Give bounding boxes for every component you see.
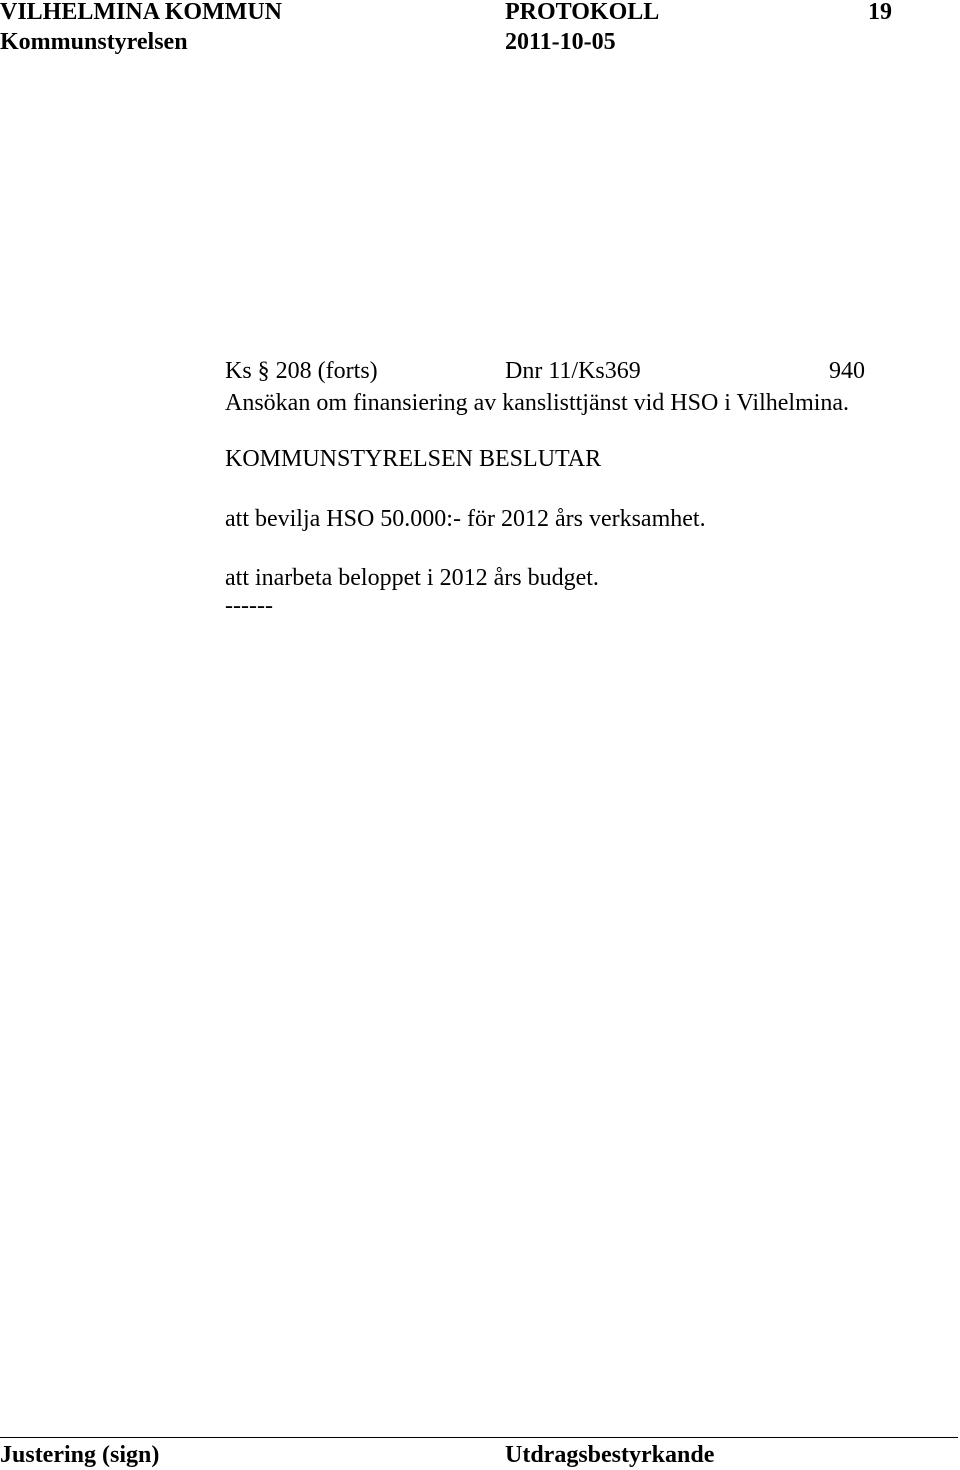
decision-item: att inarbeta beloppet i 2012 års budget. [225, 565, 599, 591]
case-code: 940 [829, 358, 865, 384]
end-marker: ------ [225, 593, 273, 619]
utdragsbestyrkande-label: Utdragsbestyrkande [505, 1442, 715, 1468]
document-type: PROTOKOLL [505, 0, 660, 25]
page-number: 19 [868, 0, 892, 25]
case-paragraph: Ks § 208 (forts) [225, 358, 378, 384]
municipality-name: VILHELMINA KOMMUN [0, 0, 282, 25]
case-subject: Ansökan om finansiering av kanslisttjänst vid HSO i Vilhelmina. [225, 390, 850, 416]
committee-name: Kommunstyrelsen [0, 29, 188, 55]
justering-label: Justering (sign) [0, 1442, 160, 1468]
footer-divider [0, 1437, 958, 1438]
meeting-date: 2011-10-05 [505, 29, 616, 55]
case-dnr: Dnr 11/Ks369 [505, 358, 641, 384]
decision-item: att bevilja HSO 50.000:- för 2012 års verksamhet. [225, 506, 706, 532]
decision-heading: KOMMUNSTYRELSEN BESLUTAR [225, 446, 602, 472]
